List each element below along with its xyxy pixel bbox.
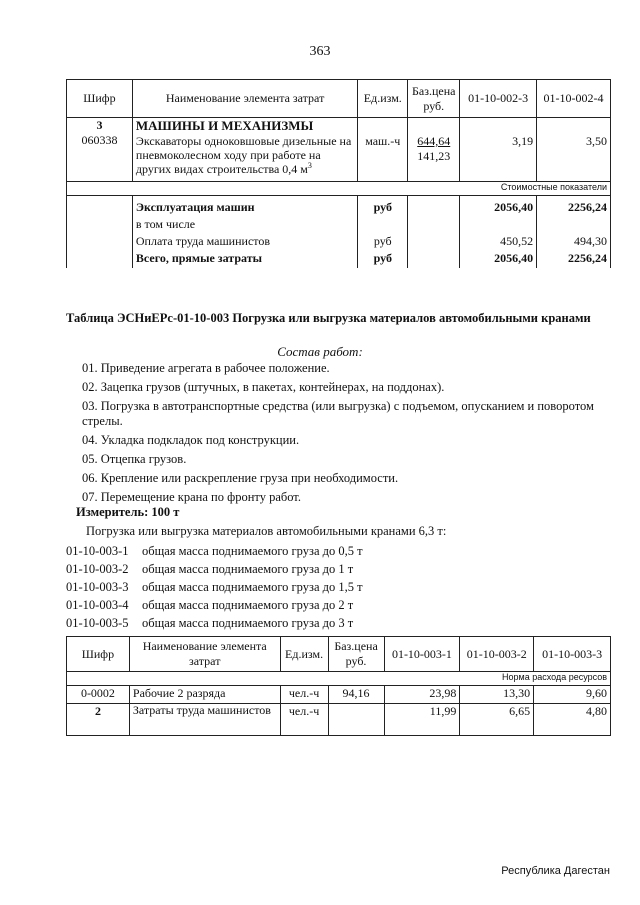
header-unit: Ед.изм.	[358, 80, 408, 118]
list-item: 04. Укладка подкладок под конструкции.	[82, 433, 300, 447]
header-col-2: 01-10-003-2	[460, 637, 534, 672]
machines-table	[66, 79, 611, 268]
row-value-3: 4,80	[534, 704, 611, 736]
list-item: 02. Зацепка грузов (штучных, в пакетах, контейнерах, на поддонах).	[82, 380, 445, 394]
row-value-1: 450,52	[500, 234, 534, 248]
header-col-2: 01-10-002-4	[537, 80, 611, 118]
table-header-row	[67, 80, 611, 118]
code-description: общая масса поднимаемого груза до 0,5 т	[142, 544, 363, 558]
item-code: 060338	[81, 133, 118, 147]
consumption-norm-label: Норма расхода ресурсов	[67, 672, 611, 686]
page-number: 363	[309, 44, 331, 59]
row-value-1: 2056,40	[494, 200, 534, 214]
list-item	[66, 560, 363, 578]
row-unit: руб	[373, 200, 392, 214]
table-row	[67, 118, 611, 182]
table-row	[67, 196, 611, 269]
header-col-1: 01-10-002-3	[460, 80, 537, 118]
meter-description: Погрузка или выгрузка материалов автомобильными кранами 6,3 т:	[86, 524, 447, 538]
item-name-superscript: 3	[307, 161, 312, 170]
resources-table	[66, 636, 611, 736]
row-unit: руб	[373, 234, 392, 248]
row-unit: чел.-ч	[280, 686, 328, 704]
list-item: 01. Приведение агрегата в рабочее положение.	[82, 361, 330, 375]
list-item	[66, 596, 363, 614]
section-title: МАШИНЫ И МЕХАНИЗМЫ	[135, 118, 314, 133]
code: 01-10-003-4	[66, 598, 129, 612]
row-code: 2	[67, 704, 130, 736]
subheader-row	[67, 672, 611, 686]
code: 01-10-003-5	[66, 616, 129, 630]
row-value-2	[540, 217, 607, 234]
header-unit: Ед.изм.	[280, 637, 328, 672]
row-name: Рабочие 2 разряда	[129, 686, 280, 704]
cost-indicators-label: Стоимостные показатели	[67, 182, 611, 196]
code: 01-10-003-1	[66, 544, 129, 558]
row-unit: чел.-ч	[280, 704, 328, 736]
table-row	[67, 704, 611, 736]
meter: Измеритель: 100 т	[76, 505, 180, 519]
header-price: Баз.цена руб.	[328, 637, 384, 672]
row-value-1: 2056,40	[494, 251, 534, 265]
header-name: Наименование элемента затрат	[132, 80, 357, 118]
row-name: Всего, прямые затраты	[135, 251, 262, 265]
item-name: Экскаваторы одноковшовые дизельные на пневмоколесном ходу при работе на других видах строительства 0,4 м	[135, 134, 352, 176]
row-value-2: 2256,24	[568, 251, 607, 265]
table-row	[67, 686, 611, 704]
item-price-top: 644,64	[417, 134, 451, 148]
row-price	[328, 704, 384, 736]
section-number: 3	[96, 118, 103, 132]
header-col-3: 01-10-003-3	[534, 637, 611, 672]
row-price: 94,16	[328, 686, 384, 704]
item-value-2: 3,50	[586, 134, 607, 148]
works-list	[82, 361, 612, 509]
item-unit: маш.-ч	[365, 134, 401, 148]
row-unit	[361, 217, 404, 234]
list-item: 07. Перемещение крана по фронту работ.	[82, 490, 301, 504]
code-description: общая масса поднимаемого груза до 1 т	[142, 562, 354, 576]
header-name: Наименование элемента затрат	[129, 637, 280, 672]
header-price: Баз.цена руб.	[408, 80, 460, 118]
table-header-row	[67, 637, 611, 672]
row-value-2: 13,30	[460, 686, 534, 704]
row-name: в том числе	[135, 217, 196, 231]
header-code: Шифр	[67, 637, 130, 672]
list-item: 06. Крепление или раскрепление груза при необходимости.	[82, 471, 399, 485]
row-value-3: 9,60	[534, 686, 611, 704]
row-value-1	[463, 217, 533, 234]
list-item: 05. Отцепка грузов.	[82, 452, 187, 466]
code-description: общая масса поднимаемого груза до 2 т	[142, 598, 354, 612]
list-item: 03. Погрузка в автотранспортные средства (или выгрузка) с подъемом, опусканием и поворотом стрелы.	[82, 399, 594, 428]
row-name: Затраты труда машинистов	[129, 704, 280, 736]
list-item	[66, 578, 363, 596]
row-unit: руб	[373, 251, 392, 265]
section-heading: Таблица ЭСНиЕРс-01-10-003 Погрузка или выгрузка материалов автомобильными кранами	[66, 311, 591, 325]
subheader-row	[67, 182, 611, 196]
code: 01-10-003-3	[66, 580, 129, 594]
code-description: общая масса поднимаемого груза до 3 т	[142, 616, 354, 630]
row-code: 0-0002	[67, 686, 130, 704]
code: 01-10-003-2	[66, 562, 129, 576]
row-name: Оплата труда машинистов	[135, 234, 271, 248]
code-description: общая масса поднимаемого груза до 1,5 т	[142, 580, 363, 594]
row-name: Эксплуатация машин	[135, 200, 255, 214]
row-value-2: 2256,24	[568, 200, 607, 214]
list-item	[66, 614, 363, 632]
codes-list	[66, 542, 363, 632]
row-value-1: 11,99	[384, 704, 460, 736]
row-value-1: 23,98	[384, 686, 460, 704]
header-code: Шифр	[67, 80, 133, 118]
list-item	[66, 542, 363, 560]
row-value-2: 494,30	[574, 234, 607, 248]
row-value-2: 6,65	[460, 704, 534, 736]
item-value-1: 3,19	[512, 134, 534, 148]
item-price-bottom: 141,23	[417, 149, 451, 163]
composition-label: Состав работ:	[277, 344, 363, 359]
footer-region: Республика Дагестан	[501, 865, 610, 877]
header-col-1: 01-10-003-1	[384, 637, 460, 672]
